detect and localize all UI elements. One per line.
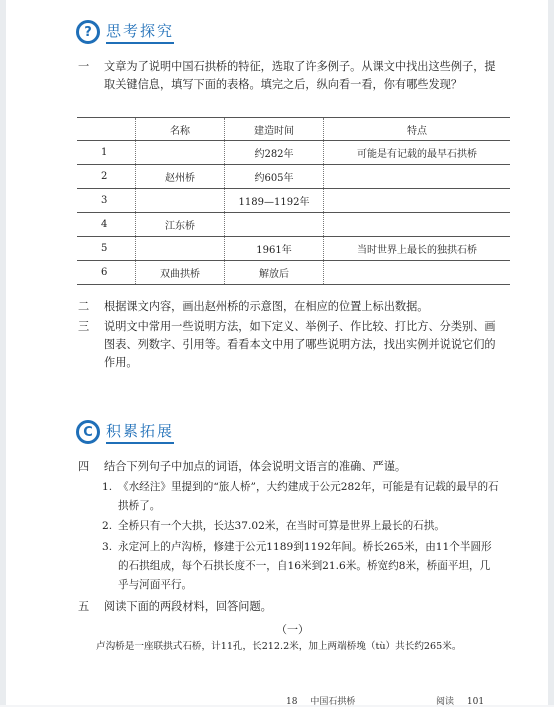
question-3 bbox=[78, 318, 500, 374]
table-cell: 当时世界上最长的独拱石桥 bbox=[324, 237, 511, 261]
question-circle-icon: ? bbox=[76, 20, 100, 44]
material-paragraph: 卢沟桥是一座联拱式石桥，计11孔，长212.2米，加上两端桥堍（tù）共长约265米。 bbox=[96, 641, 462, 652]
table-row bbox=[77, 237, 510, 261]
section-title: 积累拓展 bbox=[106, 420, 174, 444]
table-cell: 6 bbox=[77, 261, 136, 285]
page-number-right: 101 bbox=[466, 697, 485, 707]
table-header: 名称 bbox=[136, 118, 225, 141]
table-cell: 约282年 bbox=[225, 141, 324, 165]
question-text: 说明文中常用一些说明方法，如下定义、举例子、作比较、打比方、分类别、画图表、列数字、引用等。看看本文中用了哪些说明方法，找出实例并说说它们的作用。 bbox=[104, 320, 496, 369]
section-extension-header bbox=[76, 420, 174, 444]
lesson-title: 中国石拱桥 bbox=[310, 697, 356, 707]
table-header-row bbox=[77, 118, 510, 141]
item-number: 1. bbox=[102, 481, 113, 493]
question-2 bbox=[78, 298, 500, 316]
table-cell: 解放后 bbox=[225, 261, 324, 285]
table-cell bbox=[136, 189, 225, 213]
question-text: 文章为了说明中国石拱桥的特征，选取了许多例子。从课文中找出这些例子，提取关键信息，填写下面的表格。填完之后，纵向看一看，你有哪些发现？ bbox=[104, 60, 496, 91]
table-cell bbox=[324, 213, 511, 237]
item-number: 3. bbox=[102, 541, 113, 553]
table-cell: 赵州桥 bbox=[136, 165, 225, 189]
item-text: 全桥只有一个大拱，长达37.02米，在当时可算是世界上最长的石拱。 bbox=[118, 520, 445, 532]
table-cell: 3 bbox=[77, 189, 136, 213]
section-thinking-header bbox=[76, 20, 174, 44]
table-cell: 2 bbox=[77, 165, 136, 189]
table-row bbox=[77, 213, 510, 237]
question-number: 四 bbox=[78, 460, 90, 473]
table-cell bbox=[136, 237, 225, 261]
table-cell: 双曲拱桥 bbox=[136, 261, 225, 285]
table-cell: 5 bbox=[77, 237, 136, 261]
c-circle-icon: C bbox=[76, 420, 100, 444]
question-4 bbox=[78, 458, 500, 476]
table-cell bbox=[324, 165, 511, 189]
table-row bbox=[77, 261, 510, 285]
table-cell: 约605年 bbox=[225, 165, 324, 189]
table-row bbox=[77, 189, 510, 213]
question-number: 五 bbox=[78, 600, 90, 613]
question-number: 三 bbox=[78, 320, 90, 333]
sentence-item bbox=[102, 517, 500, 536]
question-number: 一 bbox=[78, 60, 90, 73]
table-cell bbox=[324, 189, 511, 213]
unit-name: 阅读 bbox=[436, 697, 455, 707]
table-cell: 1189—1192年 bbox=[225, 189, 324, 213]
table-cell: 可能是有记载的最早石拱桥 bbox=[324, 141, 511, 165]
table-cell bbox=[136, 141, 225, 165]
item-number: 2. bbox=[102, 520, 113, 532]
question-5 bbox=[78, 598, 500, 616]
table-row bbox=[77, 141, 510, 165]
bridge-table bbox=[77, 117, 510, 285]
sentence-item bbox=[102, 538, 500, 595]
section-title: 思考探究 bbox=[106, 20, 174, 44]
sentence-item bbox=[102, 478, 500, 516]
question-number: 二 bbox=[78, 300, 90, 313]
item-text: 永定河上的卢沟桥，修建于公元1189到1192年间。桥长265米，由11个半圆形的石拱组成，每个石拱长度不一，自16米到21.6米。桥宽约8米，桥面平坦，几乎与河面平行。 bbox=[118, 541, 492, 591]
table-cell bbox=[225, 213, 324, 237]
table-header bbox=[77, 118, 136, 141]
question-text: 结合下列句子中加点的词语，体会说明文语言的准确、严谨。 bbox=[104, 460, 407, 473]
table-row bbox=[77, 165, 510, 189]
table-header: 建造时间 bbox=[225, 118, 324, 141]
table-cell: 4 bbox=[77, 213, 136, 237]
table-cell: 1 bbox=[77, 141, 136, 165]
page-footer bbox=[286, 694, 485, 707]
question-1 bbox=[78, 58, 500, 116]
item-text: 《水经注》里提到的“旅人桥”，大约建成于公元282年，可能是有记载的最早的石拱桥了。 bbox=[118, 481, 499, 512]
table-cell bbox=[324, 261, 511, 285]
table-cell: 江东桥 bbox=[136, 213, 225, 237]
page-number-left: 18 bbox=[286, 697, 298, 707]
material-heading: （一） bbox=[276, 623, 309, 636]
table-header: 特点 bbox=[324, 118, 511, 141]
table-cell: 1961年 bbox=[225, 237, 324, 261]
question-text: 阅读下面的两段材料，回答问题。 bbox=[104, 600, 272, 613]
question-text: 根据课文内容，画出赵州桥的示意图，在相应的位置上标出数据。 bbox=[104, 300, 429, 313]
